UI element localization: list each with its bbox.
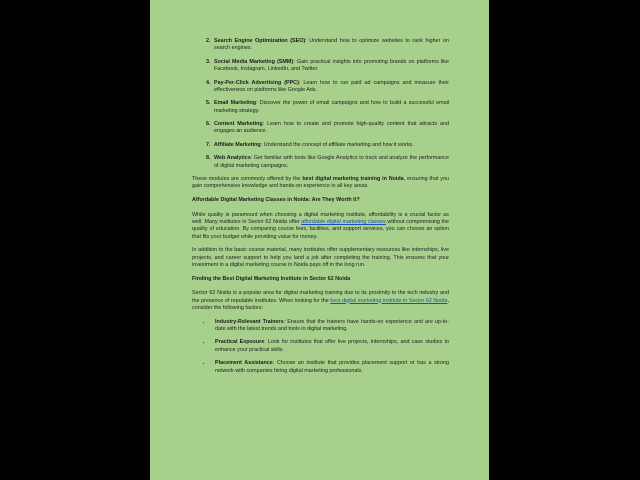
module-desc: : Understand the concept of affiliate marketing and how it works. (260, 141, 414, 148)
module-desc: : Discover the power of email campaigns and how to build a successful email marketing strategy. (214, 100, 449, 114)
list-item (212, 80, 449, 95)
factor-desc: : Choose an institute that provides placement support or has a strong network with companies hiring digital marketing professionals. (215, 360, 450, 374)
list-item (212, 142, 449, 149)
module-term: Search Engine Optimization (SEO) (214, 38, 306, 44)
factor-desc: : Ensure that the trainers have hands-on experience and are up-to-date with the latest trends and tools in digital marketing. (215, 318, 449, 332)
factor-term: Industry-Relevant Trainers (215, 318, 284, 325)
affordable-heading: Affordable Digital Marketing Classes in Noida: Are They Worth It? (192, 197, 360, 204)
module-term: Web Analytics (214, 155, 251, 162)
bold-phrase: best digital marketing training in Noida (302, 176, 404, 183)
paragraph-text: While quality is paramount when choosing a digital marketing institute, affordability is a crucial factor as well. Many institutes in Sector 62 Noida offer (192, 211, 449, 225)
module-term: Social Media Marketing (SMM) (214, 58, 294, 65)
best-institute-link[interactable]: best digital marketing institute in Sector 62 Noida (330, 297, 448, 304)
additional-resources-paragraph: In addition to the basic course material, many institutes offer supplementary resources like internships, live projects, and career support to help you land a job after completing the training. This ensures that your investment in a digital marketing course in Noida pays off in the long run. (192, 247, 449, 269)
list-item (212, 100, 449, 115)
module-desc: : Understand how to optimize websites to rank higher on search engines. (214, 38, 449, 52)
sector-paragraph (192, 290, 449, 312)
paragraph-text: , consider the following factors: (192, 297, 449, 311)
list-item (212, 38, 449, 53)
list-item (212, 121, 449, 136)
affordable-classes-link[interactable]: affordable digital marketing classes (301, 218, 386, 225)
list-item (212, 360, 449, 375)
module-desc: : Learn how to run paid ad campaigns and measure their effectiveness on platforms like Google Ads. (214, 79, 449, 93)
module-term: Content Marketing (214, 121, 263, 128)
factor-desc: : Look for institutes that offer live projects, internships, and case studies to enhance your practical skills. (215, 339, 450, 353)
factor-term: Placement Assistance (215, 360, 273, 367)
paragraph-text: These modules are commonly offered by the (192, 176, 303, 183)
paragraph-text: , ensuring that you gain comprehensive knowledge and hands-on experience in all key areas. (192, 176, 449, 190)
module-desc: : Get familiar with tools like Google Analytics to track and analyze the performance of digital marketing campaigns. (214, 155, 449, 169)
module-desc: : Gain practical insights into promoting brands on platforms like Facebook, Instagram, LinkedIn, and Twitter. (214, 58, 449, 73)
paragraph-text: Sector 62 Noida is a popular area for digital marketing training due to its proximity to the tech industry and the presence of reputable institutes. When looking for the (192, 290, 449, 304)
list-item (212, 155, 449, 170)
best-institute-heading: Finding the Best Digital Marketing Institute in Sector 62 Noida (192, 275, 351, 282)
paragraph-text: without compromising the quality of education. By comparing course fees, facilities, and support services, you can choose an option that fits your budget while providing value for money. (192, 218, 449, 240)
module-term: Affiliate Marketing (214, 141, 261, 148)
document-page (150, 0, 489, 480)
factors-list (192, 319, 449, 375)
list-item (212, 319, 449, 334)
module-term: Email Marketing (214, 100, 257, 107)
list-item (212, 339, 449, 354)
modules-summary-paragraph (192, 176, 449, 191)
modules-list (192, 38, 449, 170)
affordable-paragraph (192, 212, 449, 241)
factor-term: Practical Exposure (215, 339, 265, 346)
module-desc: : Learn how to create and promote high-quality content that attracts and engages an audience. (214, 121, 449, 135)
list-item (212, 59, 449, 74)
module-term: Pay-Per-Click Advertising (PPC) (214, 79, 299, 86)
